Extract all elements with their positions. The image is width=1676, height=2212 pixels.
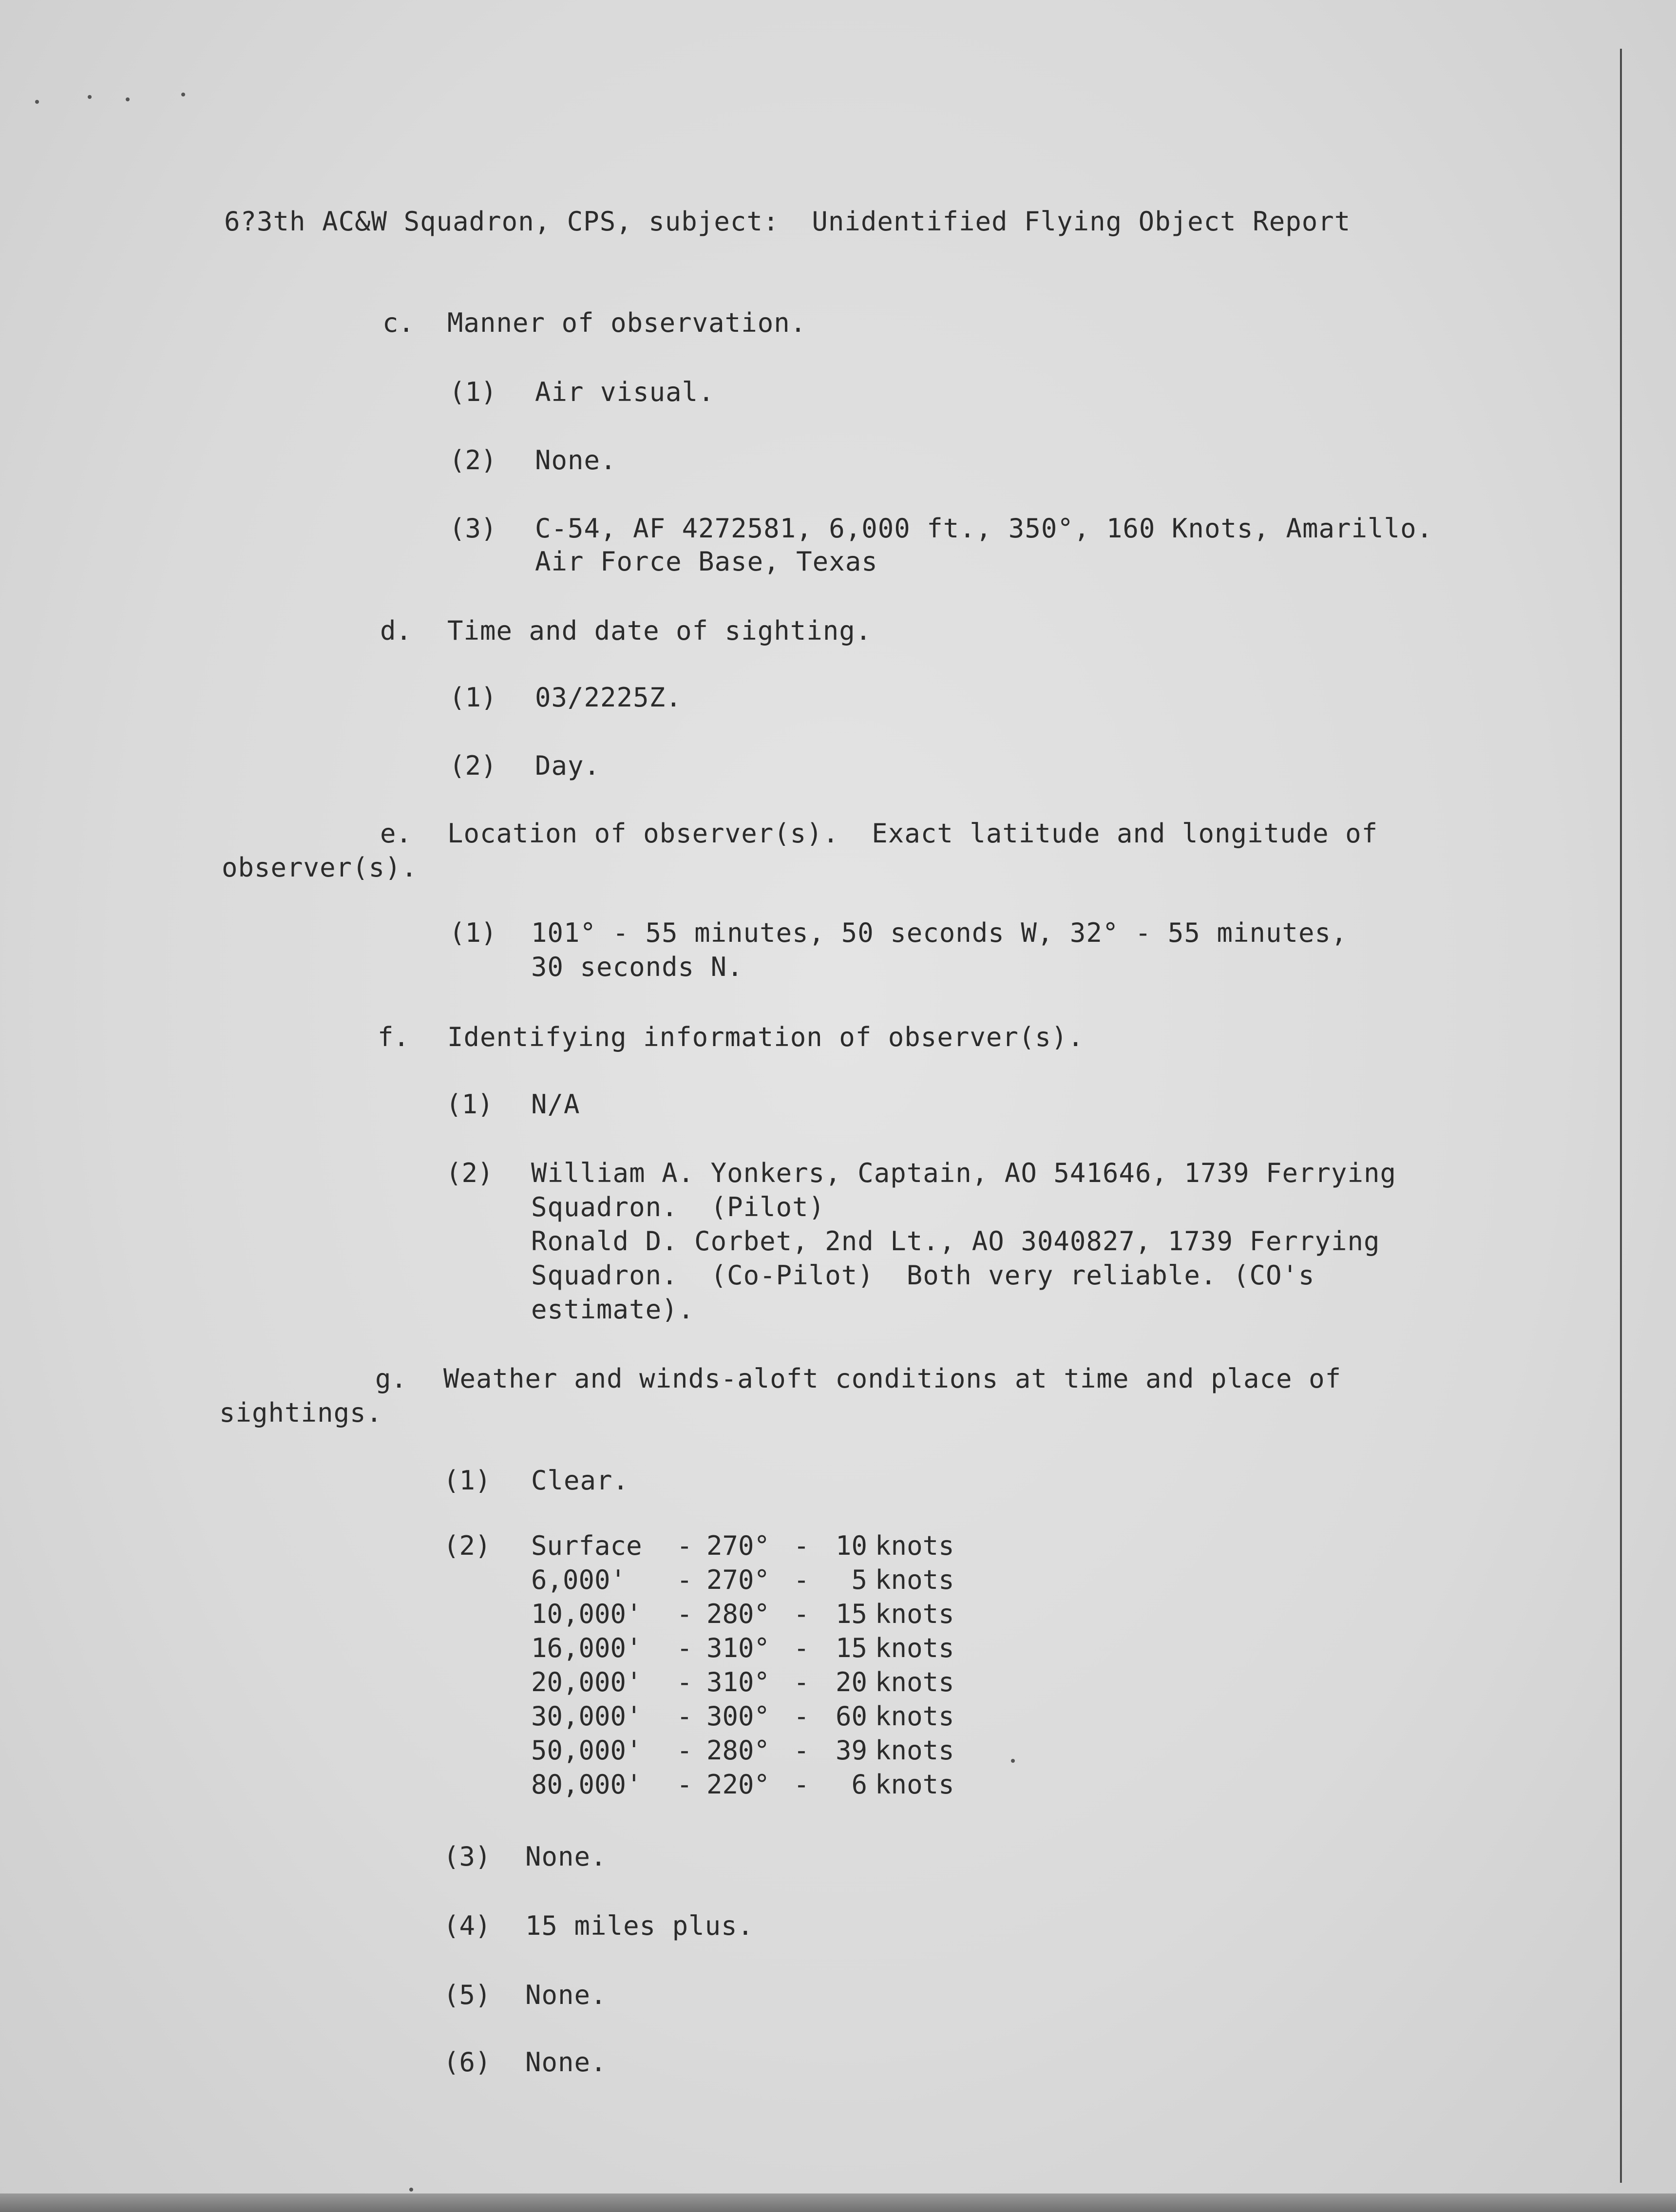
section-f-label: f. [378,1022,410,1052]
item-text: Clear. [531,1465,629,1496]
wind-speed-unit: knots [875,1735,954,1766]
wind-altitude: 16,000' [531,1633,642,1663]
wind-speed: 5 [851,1564,868,1595]
wind-speed: 60 [836,1701,868,1732]
wind-speed-unit: knots [875,1633,954,1663]
dash-separator: - [793,1530,810,1561]
wind-altitude: 50,000' [531,1735,642,1766]
dash-separator: - [676,1530,693,1561]
section-c-heading: Manner of observation. [447,307,807,338]
item-text: C-54, AF 4272581, 6,000 ft., 350°, 160 Knots, Amarillo. [535,513,1433,544]
wind-direction: 310° [706,1633,770,1663]
wind-speed-unit: knots [875,1667,954,1697]
winds-row [531,1768,954,1802]
item-text: 03/2225Z. [535,682,682,713]
wind-altitude: 20,000' [531,1667,642,1697]
section-e-heading-cont: observer(s). [222,852,418,883]
wind-speed: 39 [836,1735,868,1766]
dash-separator: - [676,1667,693,1697]
section-e-label: e. [380,818,412,849]
item-number: (6) [443,2047,491,2078]
dash-separator: - [676,1564,693,1595]
wind-altitude: Surface [531,1530,642,1561]
item-number: (1) [449,377,497,407]
dash-separator: - [793,1633,810,1663]
page-edge-line [1620,49,1622,2183]
item-text: Air visual. [535,377,715,407]
dash-separator: - [793,1735,810,1766]
winds-row [531,1734,954,1768]
wind-speed-unit: knots [875,1599,954,1629]
wind-speed: 10 [836,1530,868,1561]
item-number: (1) [446,1089,494,1120]
winds-row [531,1699,954,1734]
section-e-heading: Location of observer(s). Exact latitude and longitude of [447,818,1378,849]
speck [35,100,39,104]
item-number: (1) [443,1465,491,1496]
dash-separator: - [676,1701,693,1732]
wind-speed: 15 [836,1633,868,1663]
dash-separator: - [793,1564,810,1595]
wind-speed-unit: knots [875,1530,954,1561]
wind-altitude: 30,000' [531,1701,642,1732]
item-text: None. [535,445,617,476]
item-number: (4) [443,1910,491,1941]
item-number: (3) [443,1841,491,1872]
item-number: (2) [449,445,497,476]
item-number: (1) [449,917,497,948]
bottom-border [0,2193,1676,2212]
dash-separator: - [676,1633,693,1663]
dash-separator: - [793,1599,810,1629]
item-text: N/A [531,1089,580,1120]
item-text: William A. Yonkers, Captain, AO 541646, 1739 Ferrying [531,1158,1397,1188]
section-c-label: c. [382,307,415,338]
wind-altitude: 80,000' [531,1769,642,1800]
dash-separator: - [793,1701,810,1732]
item-text: Air Force Base, Texas [535,546,878,577]
wind-direction: 310° [706,1667,770,1697]
section-g-label: g. [375,1363,407,1394]
winds-row [531,1665,954,1699]
speck [126,97,130,101]
wind-speed-unit: knots [875,1769,954,1800]
wind-direction: 280° [706,1599,770,1629]
item-text: Day. [535,750,601,781]
winds-row [531,1631,954,1665]
section-d-heading: Time and date of sighting. [447,615,872,646]
item-text: Ronald D. Corbet, 2nd Lt., AO 3040827, 1739 Ferrying [531,1226,1380,1257]
item-number: (3) [449,513,497,544]
wind-direction: 270° [706,1564,770,1595]
wind-altitude: 6,000' [531,1564,627,1595]
wind-speed-unit: knots [875,1564,954,1595]
winds-row [531,1563,954,1597]
dash-separator: - [793,1769,810,1800]
wind-speed: 15 [836,1599,868,1629]
dash-separator: - [676,1769,693,1800]
wind-speed-unit: knots [875,1701,954,1732]
dash-separator: - [676,1735,693,1766]
winds-row [531,1529,954,1563]
item-number: (1) [449,682,497,713]
item-text: 15 miles plus. [525,1910,754,1941]
wind-direction: 300° [706,1701,770,1732]
section-g-heading: Weather and winds-aloft conditions at time and place of [443,1363,1342,1394]
item-text: Squadron. (Co-Pilot) Both very reliable. (CO's [531,1260,1315,1291]
winds-aloft-table [531,1529,954,1802]
item-text: estimate). [531,1294,695,1325]
item-text: None. [525,1980,607,2010]
section-d-label: d. [380,615,412,646]
item-text: 101° - 55 minutes, 50 seconds W, 32° - 55 minutes, [531,917,1348,948]
item-number: (2) [446,1158,494,1188]
dash-separator: - [793,1667,810,1697]
wind-speed: 6 [851,1769,868,1800]
dash-separator: - [676,1599,693,1629]
section-g-heading-cont: sightings. [219,1397,383,1428]
wind-direction: 270° [706,1530,770,1561]
section-f-heading: Identifying information of observer(s). [447,1022,1084,1052]
report-header: 6?3th AC&W Squadron, CPS, subject: Unidentified Flying Object Report [224,206,1351,237]
winds-row [531,1597,954,1631]
wind-direction: 280° [706,1735,770,1766]
item-text: Squadron. (Pilot) [531,1192,825,1222]
speck [88,95,92,99]
item-text: 30 seconds N. [531,952,743,982]
wind-altitude: 10,000' [531,1599,642,1629]
item-number: (2) [449,750,497,781]
wind-speed: 20 [836,1667,868,1697]
speck [181,93,185,96]
item-text: None. [525,1841,607,1872]
item-text: None. [525,2047,607,2078]
item-number: (2) [443,1530,491,1561]
item-number: (5) [443,1980,491,2010]
speck [1011,1759,1015,1763]
speck [409,2188,413,2192]
wind-direction: 220° [706,1769,770,1800]
